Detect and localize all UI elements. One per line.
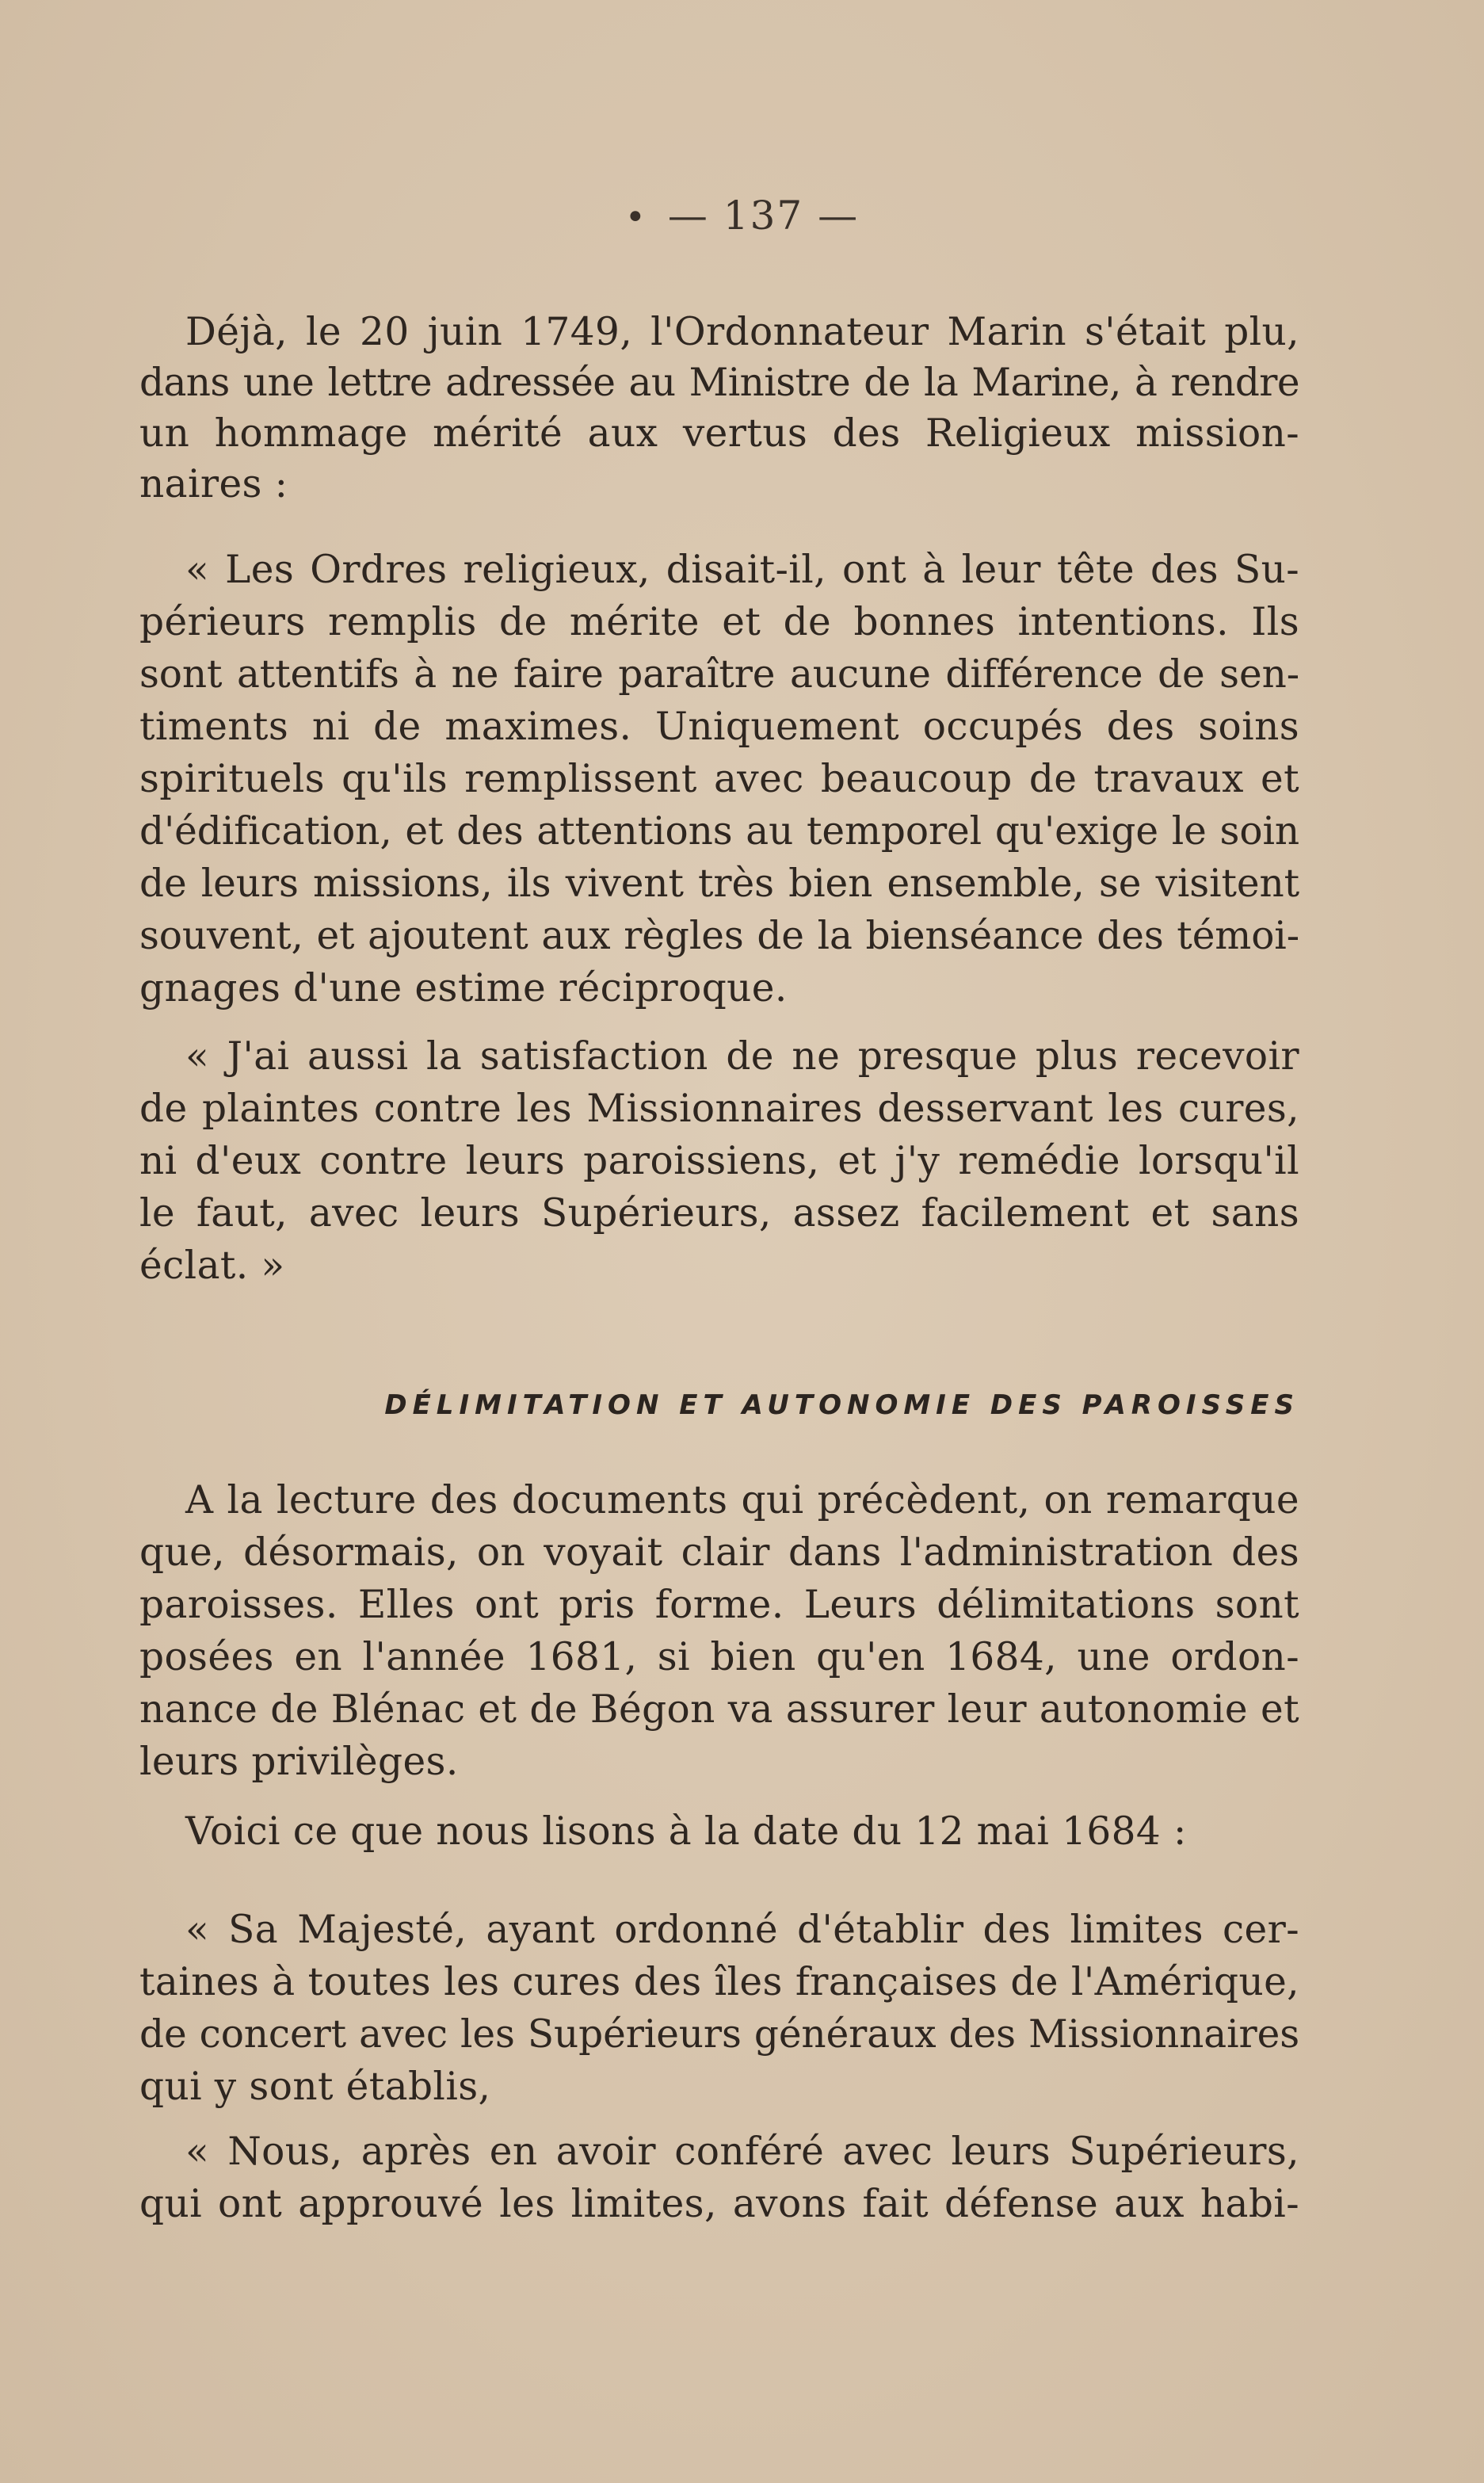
text-line: « J'ai aussi la satisfaction de ne presque plus recevoir — [185, 1034, 1299, 1079]
text-line: timents ni de maximes. Uniquement occupés des soins — [139, 705, 1299, 749]
text-line: naires : — [139, 462, 288, 506]
text-line: leurs privilèges. — [139, 1740, 459, 1784]
folio-marker: • — [624, 197, 647, 238]
text-line: ni d'eux contre leurs paroissiens, et j'y remédie lorsqu'il — [139, 1139, 1299, 1183]
text-line: Voici ce que nous lisons à la date du 12 mai 1684 : — [185, 1809, 1187, 1854]
text-line: qui y sont établis, — [139, 2065, 491, 2109]
text-line: « Nous, après en avoir conféré avec leurs Supérieurs, — [185, 2130, 1299, 2174]
text-line: gnages d'une estime réciproque. — [139, 966, 788, 1010]
text-line: Déjà, le 20 juin 1749, l'Ordonnateur Marin s'était plu, — [185, 310, 1299, 354]
text-line: dans une lettre adressée au Ministre de la Marine, à rendre — [139, 361, 1299, 405]
text-line: souvent, et ajoutent aux règles de la bienséance des témoi- — [139, 914, 1299, 958]
folio-number: — 137 — — [667, 193, 860, 239]
text-line: qui ont approuvé les limites, avons fait défense aux habi- — [139, 2182, 1299, 2226]
page-number — [0, 193, 1484, 239]
text-line: paroisses. Elles ont pris forme. Leurs délimitations sont — [139, 1583, 1299, 1627]
text-line: A la lecture des documents qui précèdent, on remarque — [185, 1478, 1299, 1522]
text-line: posées en l'année 1681, si bien qu'en 1684, une ordon- — [139, 1635, 1299, 1679]
section-heading: DÉLIMITATION ET AUTONOMIE DES PAROISSES — [384, 1389, 1299, 1421]
text-line: éclat. » — [139, 1243, 285, 1288]
text-line: « Les Ordres religieux, disait-il, ont à leur tête des Su- — [185, 548, 1299, 592]
text-line: d'édification, et des attentions au temporel qu'exige le soin — [139, 809, 1299, 854]
text-line: de plaintes contre les Missionnaires desservant les cures, — [139, 1087, 1299, 1131]
text-line: périeurs remplis de mérite et de bonnes intentions. Ils — [139, 600, 1299, 644]
text-line: spirituels qu'ils remplissent avec beaucoup de travaux et — [139, 757, 1299, 801]
text-line: que, désormais, on voyait clair dans l'administration des — [139, 1530, 1299, 1575]
text-line: le faut, avec leurs Supérieurs, assez facilement et sans — [139, 1191, 1299, 1236]
text-line: « Sa Majesté, ayant ordonné d'établir des limites cer- — [185, 1908, 1299, 1952]
text-line: taines à toutes les cures des îles françaises de l'Amérique, — [139, 1960, 1299, 2004]
text-line: de concert avec les Supérieurs généraux des Missionnaires — [139, 2012, 1299, 2057]
text-line: sont attentifs à ne faire paraître aucune différence de sen- — [139, 652, 1299, 697]
text-line: nance de Blénac et de Bégon va assurer leur autonomie et — [139, 1687, 1299, 1732]
text-line: de leurs missions, ils vivent très bien ensemble, se visitent — [139, 861, 1299, 906]
text-line: un hommage mérité aux vertus des Religieux mission- — [139, 411, 1299, 456]
